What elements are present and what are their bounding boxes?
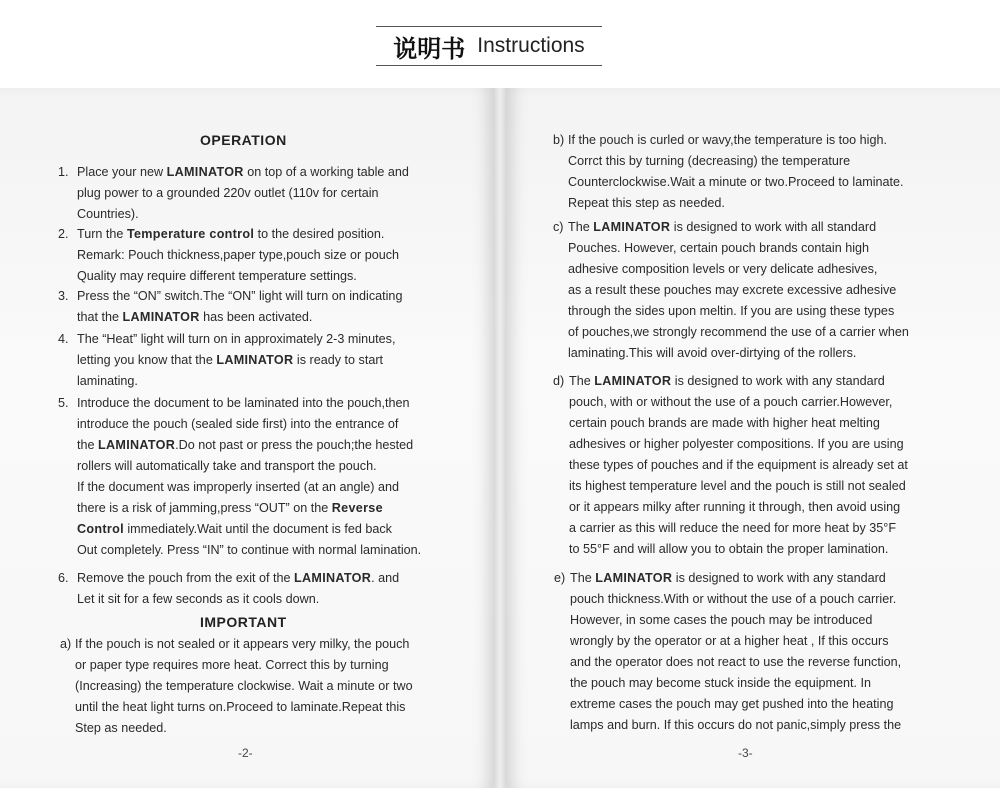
important-item bbox=[554, 568, 901, 736]
text-line: its highest temperature level and the pouch is still not sealed bbox=[569, 479, 906, 493]
text-line: these types of pouches and if the equipment is already set at bbox=[569, 458, 908, 472]
important-item bbox=[553, 130, 904, 214]
text-line: Place your new LAMINATOR on top of a working table and bbox=[77, 165, 409, 179]
item-number: 5. bbox=[58, 396, 69, 410]
text-line: Remove the pouch from the exit of the LAMINATOR. and bbox=[77, 571, 400, 585]
text-line: lamps and burn. If this occurs do not panic,simply press the bbox=[570, 718, 902, 732]
text-line: or it appears milky after running it through, then avoid using bbox=[569, 500, 901, 514]
text-line: plug power to a grounded 220v outlet (110v for certain bbox=[77, 186, 379, 200]
bold-term: LAMINATOR bbox=[594, 374, 672, 388]
text-line: extreme cases the pouch may get pushed into the heating bbox=[570, 697, 894, 711]
book-gutter bbox=[494, 88, 506, 788]
text-line: The LAMINATOR is designed to work with any standard bbox=[570, 571, 886, 585]
text-line: that the LAMINATOR has been activated. bbox=[77, 310, 313, 324]
text-line: Control immediately.Wait until the document is fed back bbox=[77, 522, 392, 536]
bold-term: Temperature control bbox=[126, 227, 255, 241]
text-line: However, in some cases the pouch may be introduced bbox=[570, 613, 873, 627]
text-line: Out completely. Press “IN” to continue with normal lamination. bbox=[77, 543, 422, 557]
text-line: letting you know that the LAMINATOR is ready to start bbox=[77, 353, 384, 367]
text-line: of pouches,we strongly recommend the use of a carrier when bbox=[568, 325, 909, 339]
text-line: through the sides upon meltin. If you are using these types bbox=[568, 304, 895, 318]
text-line: Counterclockwise.Wait a minute or two.Proceed to laminate. bbox=[568, 175, 904, 189]
text-line: adhesive composition levels or very delicate adhesives, bbox=[568, 262, 878, 276]
bold-term: LAMINATOR bbox=[294, 571, 372, 585]
text-line: pouch thickness.With or without the use of a pouch carrier. bbox=[570, 592, 897, 606]
operation-item bbox=[58, 224, 399, 287]
bold-term: LAMINATOR bbox=[166, 165, 244, 179]
text-line: Repeat this step as needed. bbox=[568, 196, 725, 210]
text-line: Turn the Temperature control to the desired position. bbox=[77, 227, 385, 241]
text-line: a carrier as this will reduce the need for more heat by 35°F bbox=[569, 521, 897, 535]
operation-heading: OPERATION bbox=[200, 132, 287, 148]
header-title bbox=[376, 26, 602, 66]
item-number: 4. bbox=[58, 332, 69, 346]
operation-item bbox=[58, 329, 395, 392]
text-line: there is a risk of jamming,press “OUT” on the Reverse bbox=[77, 501, 383, 515]
bold-term: LAMINATOR bbox=[593, 220, 671, 234]
text-line: laminating.This will avoid over-dirtying of the rollers. bbox=[568, 346, 857, 360]
text-line: rollers will automatically take and transport the pouch. bbox=[77, 459, 377, 473]
item-number: 6. bbox=[58, 571, 69, 585]
text-line: Let it sit for a few seconds as it cools down. bbox=[77, 592, 320, 606]
bold-term: Reverse bbox=[331, 501, 383, 515]
item-number: d) bbox=[553, 374, 565, 388]
text-line: Press the “ON” switch.The “ON” light will turn on indicating bbox=[77, 289, 403, 303]
operation-item bbox=[58, 162, 409, 225]
text-line: adhesives or higher polyester compositions. If you are using bbox=[569, 437, 904, 451]
text-line: wrongly by the operator or at a higher heat , If this occurs bbox=[570, 634, 889, 648]
text-line: and the operator does not react to use the reverse function, bbox=[570, 655, 902, 669]
item-number: a) bbox=[60, 637, 72, 651]
operation-item bbox=[58, 393, 421, 561]
title-chinese: 说明书 bbox=[393, 34, 466, 63]
item-number: 2. bbox=[58, 227, 69, 241]
text-line: Introduce the document to be laminated into the pouch,then bbox=[77, 396, 410, 410]
operation-item bbox=[58, 286, 402, 328]
text-line: The “Heat” light will turn on in approximately 2-3 minutes, bbox=[77, 332, 396, 346]
bold-term: LAMINATOR bbox=[595, 571, 673, 585]
title-english: Instructions bbox=[477, 34, 585, 57]
text-line: The LAMINATOR is designed to work with all standard bbox=[568, 220, 877, 234]
bold-term: Control bbox=[77, 522, 124, 536]
operation-item bbox=[60, 634, 413, 739]
text-line: certain pouch brands are made with higher heat melting bbox=[569, 416, 880, 430]
text-line: to 55°F and will allow you to obtain the proper lamination. bbox=[569, 542, 889, 556]
text-line: as a result these pouches may excrete excessive adhesive bbox=[568, 283, 897, 297]
text-line: Countries). bbox=[77, 207, 139, 221]
bold-term: LAMINATOR bbox=[122, 310, 200, 324]
page-number: -3- bbox=[738, 746, 753, 760]
text-line: or paper type requires more heat. Correct this by turning bbox=[75, 658, 389, 672]
important-item bbox=[553, 371, 908, 560]
page-number: -2- bbox=[238, 746, 253, 760]
important-heading: IMPORTANT bbox=[200, 614, 287, 630]
text-line: Remark: Pouch thickness,paper type,pouch size or pouch bbox=[77, 248, 400, 262]
text-line: laminating. bbox=[77, 374, 138, 388]
text-line: the pouch may become stuck inside the equipment. In bbox=[570, 676, 872, 690]
text-line: Corrct this by turning (decreasing) the temperature bbox=[568, 154, 851, 168]
bold-term: LAMINATOR bbox=[216, 353, 294, 367]
text-line: Pouches. However, certain pouch brands contain high bbox=[568, 241, 870, 255]
left-page bbox=[0, 88, 494, 788]
item-number: c) bbox=[553, 220, 564, 234]
important-item bbox=[553, 217, 909, 364]
text-line: the LAMINATOR.Do not past or press the pouch;the hested bbox=[77, 438, 414, 452]
item-number: 3. bbox=[58, 289, 69, 303]
text-line: If the pouch is not sealed or it appears very milky, the pouch bbox=[75, 637, 410, 651]
text-line: Step as needed. bbox=[75, 721, 167, 735]
text-line: The LAMINATOR is designed to work with any standard bbox=[569, 374, 885, 388]
text-line: If the pouch is curled or wavy,the temperature is too high. bbox=[568, 133, 887, 147]
bold-term: LAMINATOR bbox=[98, 438, 176, 452]
text-line: introduce the pouch (sealed side first) into the entrance of bbox=[77, 417, 399, 431]
item-number: 1. bbox=[58, 165, 69, 179]
text-line: (Increasing) the temperature clockwise. Wait a minute or two bbox=[75, 679, 413, 693]
text-line: until the heat light turns on.Proceed to laminate.Repeat this bbox=[75, 700, 406, 714]
text-line: pouch, with or without the use of a pouch carrier.However, bbox=[569, 395, 893, 409]
right-page bbox=[506, 88, 1000, 788]
item-number: b) bbox=[553, 133, 565, 147]
text-line: Quality may require different temperature settings. bbox=[77, 269, 357, 283]
item-number: e) bbox=[554, 571, 566, 585]
operation-item bbox=[58, 568, 399, 610]
text-line: If the document was improperly inserted (at an angle) and bbox=[77, 480, 400, 494]
